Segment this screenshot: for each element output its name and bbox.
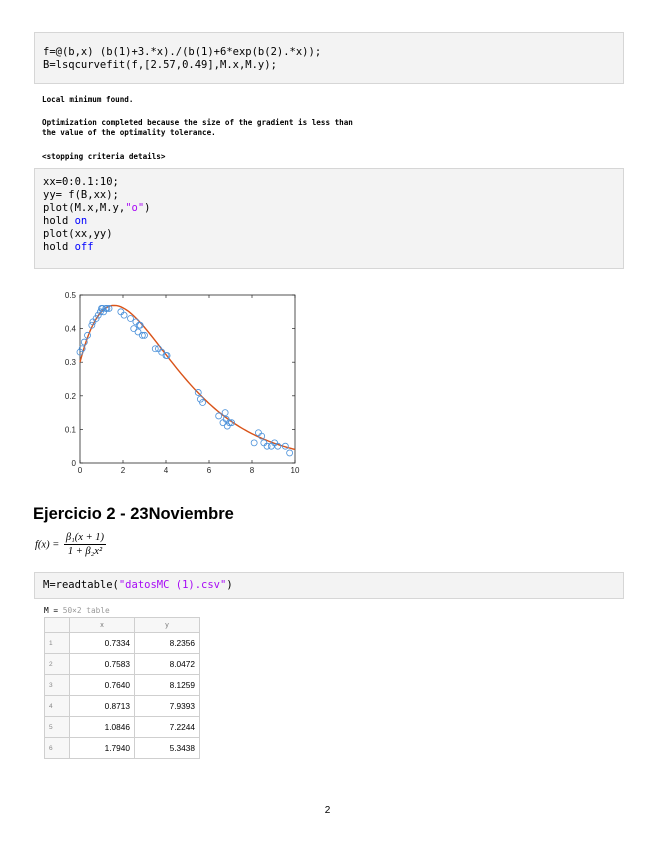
cell-x: 1.7940: [70, 738, 135, 759]
output-optimization-msg-1: Optimization completed because the size of the gradient is less than: [42, 118, 353, 127]
cell-x: 0.7334: [70, 633, 135, 654]
page-number: 2: [324, 805, 331, 816]
code-line: B=lsqcurvefit(f,[2.57,0.49],M.x,M.y);: [43, 59, 277, 71]
code-line: [43, 215, 615, 228]
column-header-y[interactable]: y: [135, 618, 200, 633]
table-header-row: [45, 618, 200, 633]
code-text: hold: [43, 241, 75, 253]
row-index: 2: [45, 654, 70, 675]
x-tick-label: 6: [206, 466, 212, 475]
model-formula: [35, 532, 106, 558]
row-index: 6: [45, 738, 70, 759]
code-block-readtable[interactable]: [34, 572, 624, 599]
code-keyword: off: [74, 241, 94, 253]
cell-y: 8.1259: [135, 675, 200, 696]
y-tick-label: 0.2: [64, 391, 76, 401]
table-corner: [45, 618, 70, 633]
row-index: 1: [45, 633, 70, 654]
code-text: hold: [43, 215, 75, 227]
cell-y: 7.9393: [135, 696, 200, 717]
column-header-x[interactable]: x: [70, 618, 135, 633]
code-line: xx=0:0.1:10;: [43, 176, 119, 188]
y-tick-label: 0.4: [64, 324, 76, 334]
code-line: f=@(b,x) (b(1)+3.*x)./(b(1)+6*exp(b(2).*x));: [43, 46, 322, 58]
row-index: 5: [45, 717, 70, 738]
row-index: 3: [45, 675, 70, 696]
code-line: plot(xx,yy): [43, 228, 113, 240]
cell-y: 8.0472: [135, 654, 200, 675]
output-local-min: Local minimum found.: [42, 95, 134, 104]
table-row: [45, 675, 200, 696]
y-tick-label: 0.5: [64, 291, 76, 300]
code-text: plot(M.x,M.y,: [43, 202, 126, 214]
x-tick-label: 4: [163, 466, 169, 475]
code-line: [43, 579, 615, 592]
code-block-plot[interactable]: [34, 168, 624, 269]
code-line: [43, 202, 615, 215]
formula-lhs: f(x) =: [35, 539, 60, 551]
table-row: [45, 717, 200, 738]
table-var-name: M =: [44, 606, 63, 615]
table-row: [45, 738, 200, 759]
cell-x: 1.0846: [70, 717, 135, 738]
cell-y: 5.3438: [135, 738, 200, 759]
cell-y: 8.2356: [135, 633, 200, 654]
row-index: 4: [45, 696, 70, 717]
code-line: yy= f(B,xx);: [43, 189, 119, 201]
cell-x: 0.7640: [70, 675, 135, 696]
x-tick-label: 0: [77, 466, 83, 475]
table-dimensions: 50×2 table: [62, 606, 110, 615]
code-string: "datosMC (1).csv": [118, 579, 227, 591]
cell-y: 7.2244: [135, 717, 200, 738]
table-caption: [44, 606, 110, 615]
code-keyword: on: [74, 215, 88, 227]
table-row: [45, 696, 200, 717]
y-tick-label: 0.1: [64, 425, 76, 435]
code-string: "o": [125, 202, 145, 214]
fit-plot: [50, 285, 340, 485]
table-row: [45, 633, 200, 654]
code-text: ): [226, 579, 233, 591]
plot-area: [80, 295, 295, 463]
code-line: [43, 241, 615, 254]
cell-x: 0.7583: [70, 654, 135, 675]
code-text: M=readtable(: [43, 579, 119, 591]
formula-numerator: β₁(x + 1): [65, 532, 105, 543]
y-tick-label: 0: [71, 459, 76, 468]
x-tick-label: 2: [120, 466, 126, 475]
x-tick-label: 10: [290, 466, 300, 475]
stopping-criteria-link[interactable]: <stopping criteria details>: [42, 152, 166, 161]
section-heading: Ejercicio 2 - 23Noviembre: [33, 505, 234, 523]
code-block-fit[interactable]: [34, 32, 624, 84]
table-row: [45, 654, 200, 675]
output-optimization-msg-2: the value of the optimality tolerance.: [42, 128, 216, 137]
code-text: ): [144, 202, 151, 214]
data-table: [44, 617, 200, 759]
y-tick-label: 0.3: [64, 358, 76, 368]
cell-x: 0.8713: [70, 696, 135, 717]
x-tick-label: 8: [249, 466, 255, 475]
formula-denominator: 1 + β₂x²: [67, 546, 103, 557]
